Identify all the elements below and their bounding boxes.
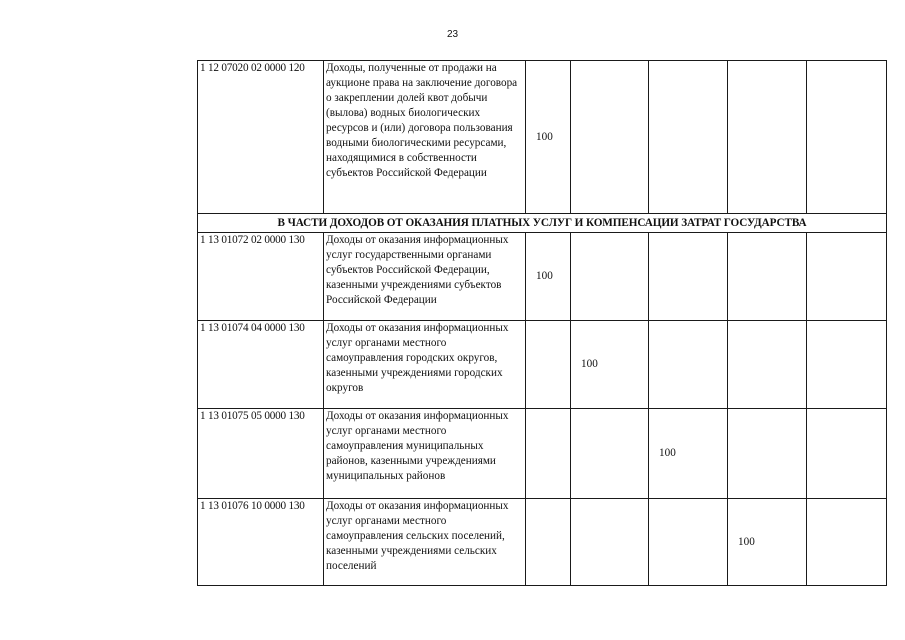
value-cell-extra [807,233,887,321]
value-cell-regional: 100 [526,233,571,321]
value-cell-city-districts [571,409,649,499]
value-cell-city-districts [571,233,649,321]
value-cell-municipal-districts: 100 [649,409,728,499]
value-cell-rural-settlements [728,409,807,499]
table-row [198,61,887,214]
revenue-distribution-table [197,60,887,586]
value-cell-municipal-districts [649,233,728,321]
table-row [198,233,887,321]
revenue-name-cell: Доходы от оказания информационных услуг органами местного самоуправления муниципальных районов, казенными учреждениями муниципальных районов [324,409,526,499]
value-cell-extra [807,409,887,499]
revenue-name-cell: Доходы, полученные от продажи на аукционе права на заключение договора о закреплении долей квот добычи (вылова) водных биологических ресурсов и (или) договора пользования водными биологическими ресурсами, находящимися в собственности субъектов Российской Федерации [324,61,526,214]
value-cell-regional [526,321,571,409]
value-cell-municipal-districts [649,61,728,214]
value-cell-municipal-districts [649,321,728,409]
value-cell-extra [807,499,887,586]
value-cell-municipal-districts [649,499,728,586]
value-cell-city-districts [571,499,649,586]
value-cell-rural-settlements [728,321,807,409]
table-row [198,321,887,409]
table-row [198,499,887,586]
section-heading-row [198,214,887,233]
revenue-name-cell: Доходы от оказания информационных услуг государственными органами субъектов Российской Федерации, казенными учреждениями субъектов Российской Федерации [324,233,526,321]
revenue-code-cell: 1 13 01075 05 0000 130 [198,409,324,499]
revenue-name-cell: Доходы от оказания информационных услуг органами местного самоуправления городских округов, казенными учреждениями городских округов [324,321,526,409]
value-cell-rural-settlements: 100 [728,499,807,586]
value-cell-rural-settlements [728,233,807,321]
value-cell-extra [807,61,887,214]
table-row [198,409,887,499]
page-number: 23 [446,29,459,40]
value-cell-regional: 100 [526,61,571,214]
section-heading: В ЧАСТИ ДОХОДОВ ОТ ОКАЗАНИЯ ПЛАТНЫХ УСЛУГ И КОМПЕНСАЦИИ ЗАТРАТ ГОСУДАРСТВА [198,214,887,233]
value-cell-city-districts: 100 [571,321,649,409]
revenue-code-cell: 1 13 01074 04 0000 130 [198,321,324,409]
revenue-name-cell: Доходы от оказания информационных услуг органами местного самоуправления сельских поселений, казенными учреждениями сельских поселений [324,499,526,586]
value-cell-regional [526,499,571,586]
value-cell-extra [807,321,887,409]
revenue-code-cell: 1 13 01076 10 0000 130 [198,499,324,586]
value-cell-regional [526,409,571,499]
value-cell-rural-settlements [728,61,807,214]
value-cell-city-districts [571,61,649,214]
revenue-code-cell: 1 12 07020 02 0000 120 [198,61,324,214]
revenue-code-cell: 1 13 01072 02 0000 130 [198,233,324,321]
